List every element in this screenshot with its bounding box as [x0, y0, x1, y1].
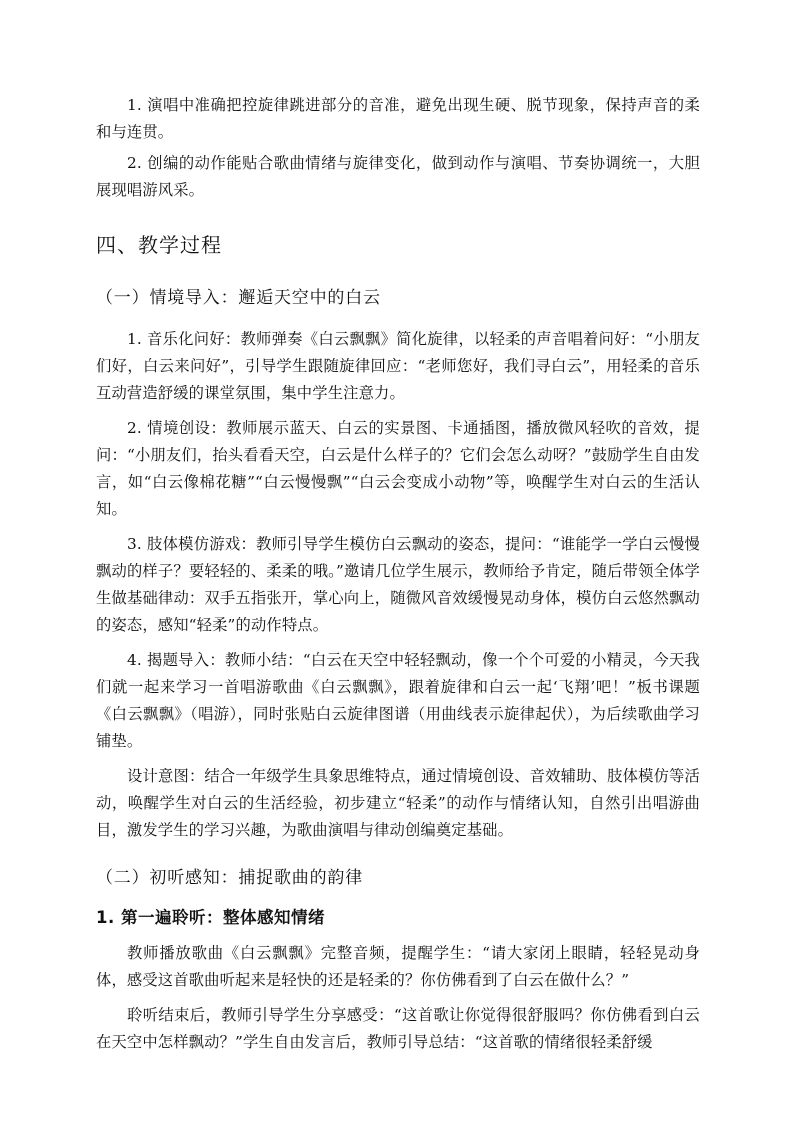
listening-paragraph-1: 教师播放歌曲《白云飘飘》完整音频，提醒学生：“请大家闭上眼睛，轻轻晃动身体，感受这首歌曲听起来是轻快的还是轻柔的？你仿佛看到了白云在做什么？” [96, 944, 700, 989]
goal-paragraph-2: 2. 创编的动作能贴合歌曲情绪与旋律变化，做到动作与演唱、节奏协调统一，大胆展现唱游风采。 [96, 154, 700, 199]
goal-paragraph-1: 1. 演唱中准确把控旋律跳进部分的音准，避免出现生硬、脱节现象，保持声音的柔和与连贯。 [96, 96, 700, 141]
listening-paragraph-2: 聆听结束后，教师引导学生分享感受：“这首歌让你觉得很舒服吗？你仿佛看到白云在天空中怎样飘动？”学生自由发言后，教师引导总结：“这首歌的情绪很轻柔舒缓 [96, 1006, 700, 1051]
section-heading-teaching-process: 四、教学过程 [96, 233, 222, 257]
document-body [96, 92, 700, 1056]
subsection-heading-first-listening: （二）初听感知：捕捉歌曲的韵律 [96, 868, 363, 888]
intro-paragraph-scene: 2. 情境创设：教师展示蓝天、白云的实景图、卡通插图，播放微风轻吹的音效，提问：“小朋友们，抬头看看天空，白云是什么样子的？它们会怎么动呀？”鼓励学生自由发言，如“白云像棉花糖”“白云慢慢飘”“白云会变成小动物”等，唤醒学生对白云的生活认知。 [96, 419, 700, 518]
intro-paragraph-topic: 4. 揭题导入：教师小结：“白云在天空中轻轻飘动，像一个个可爱的小精灵，今天我们就一起来学习一首唱游歌曲《白云飘飘》，跟着旋律和白云一起‘飞翔’吧！”板书课题《白云飘飘》（唱游），同时张贴白云旋律图谱（用曲线表示旋律起伏），为后续歌曲学习铺垫。 [96, 651, 700, 750]
intro-paragraph-greeting: 1. 音乐化问好：教师弹奏《白云飘飘》简化旋律，以轻柔的声音唱着问好：“小朋友们好，白云来问好”，引导学生跟随旋律回应：“老师您好，我们寻白云”，用轻柔的音乐互动营造舒缓的课堂氛围，集中学生注意力。 [96, 330, 700, 402]
design-intent-paragraph: 设计意图：结合一年级学生具象思维特点，通过情境创设、音效辅助、肢体模仿等活动，唤醒学生对白云的生活经验，初步建立“轻柔”的动作与情绪认知，自然引出唱游曲目，激发学生的学习兴趣，为歌曲演唱与律动创编奠定基础。 [96, 767, 700, 839]
intro-paragraph-imitation-game: 3. 肢体模仿游戏：教师引导学生模仿白云飘动的姿态，提问：“谁能学一学白云慢慢飘动的样子？要轻轻的、柔柔的哦。”邀请几位学生展示，教师给予肯定，随后带领全体学生做基础律动：双手五指张开，掌心向上，随微风音效缓慢晃动身体，模仿白云悠然飘动的姿态，感知“轻柔”的动作特点。 [96, 535, 700, 634]
subsection-heading-scene-intro: （一）情境导入：邂逅天空中的白云 [96, 288, 381, 308]
step-heading-first-listen: 1. 第一遍聆听：整体感知情绪 [96, 908, 325, 927]
